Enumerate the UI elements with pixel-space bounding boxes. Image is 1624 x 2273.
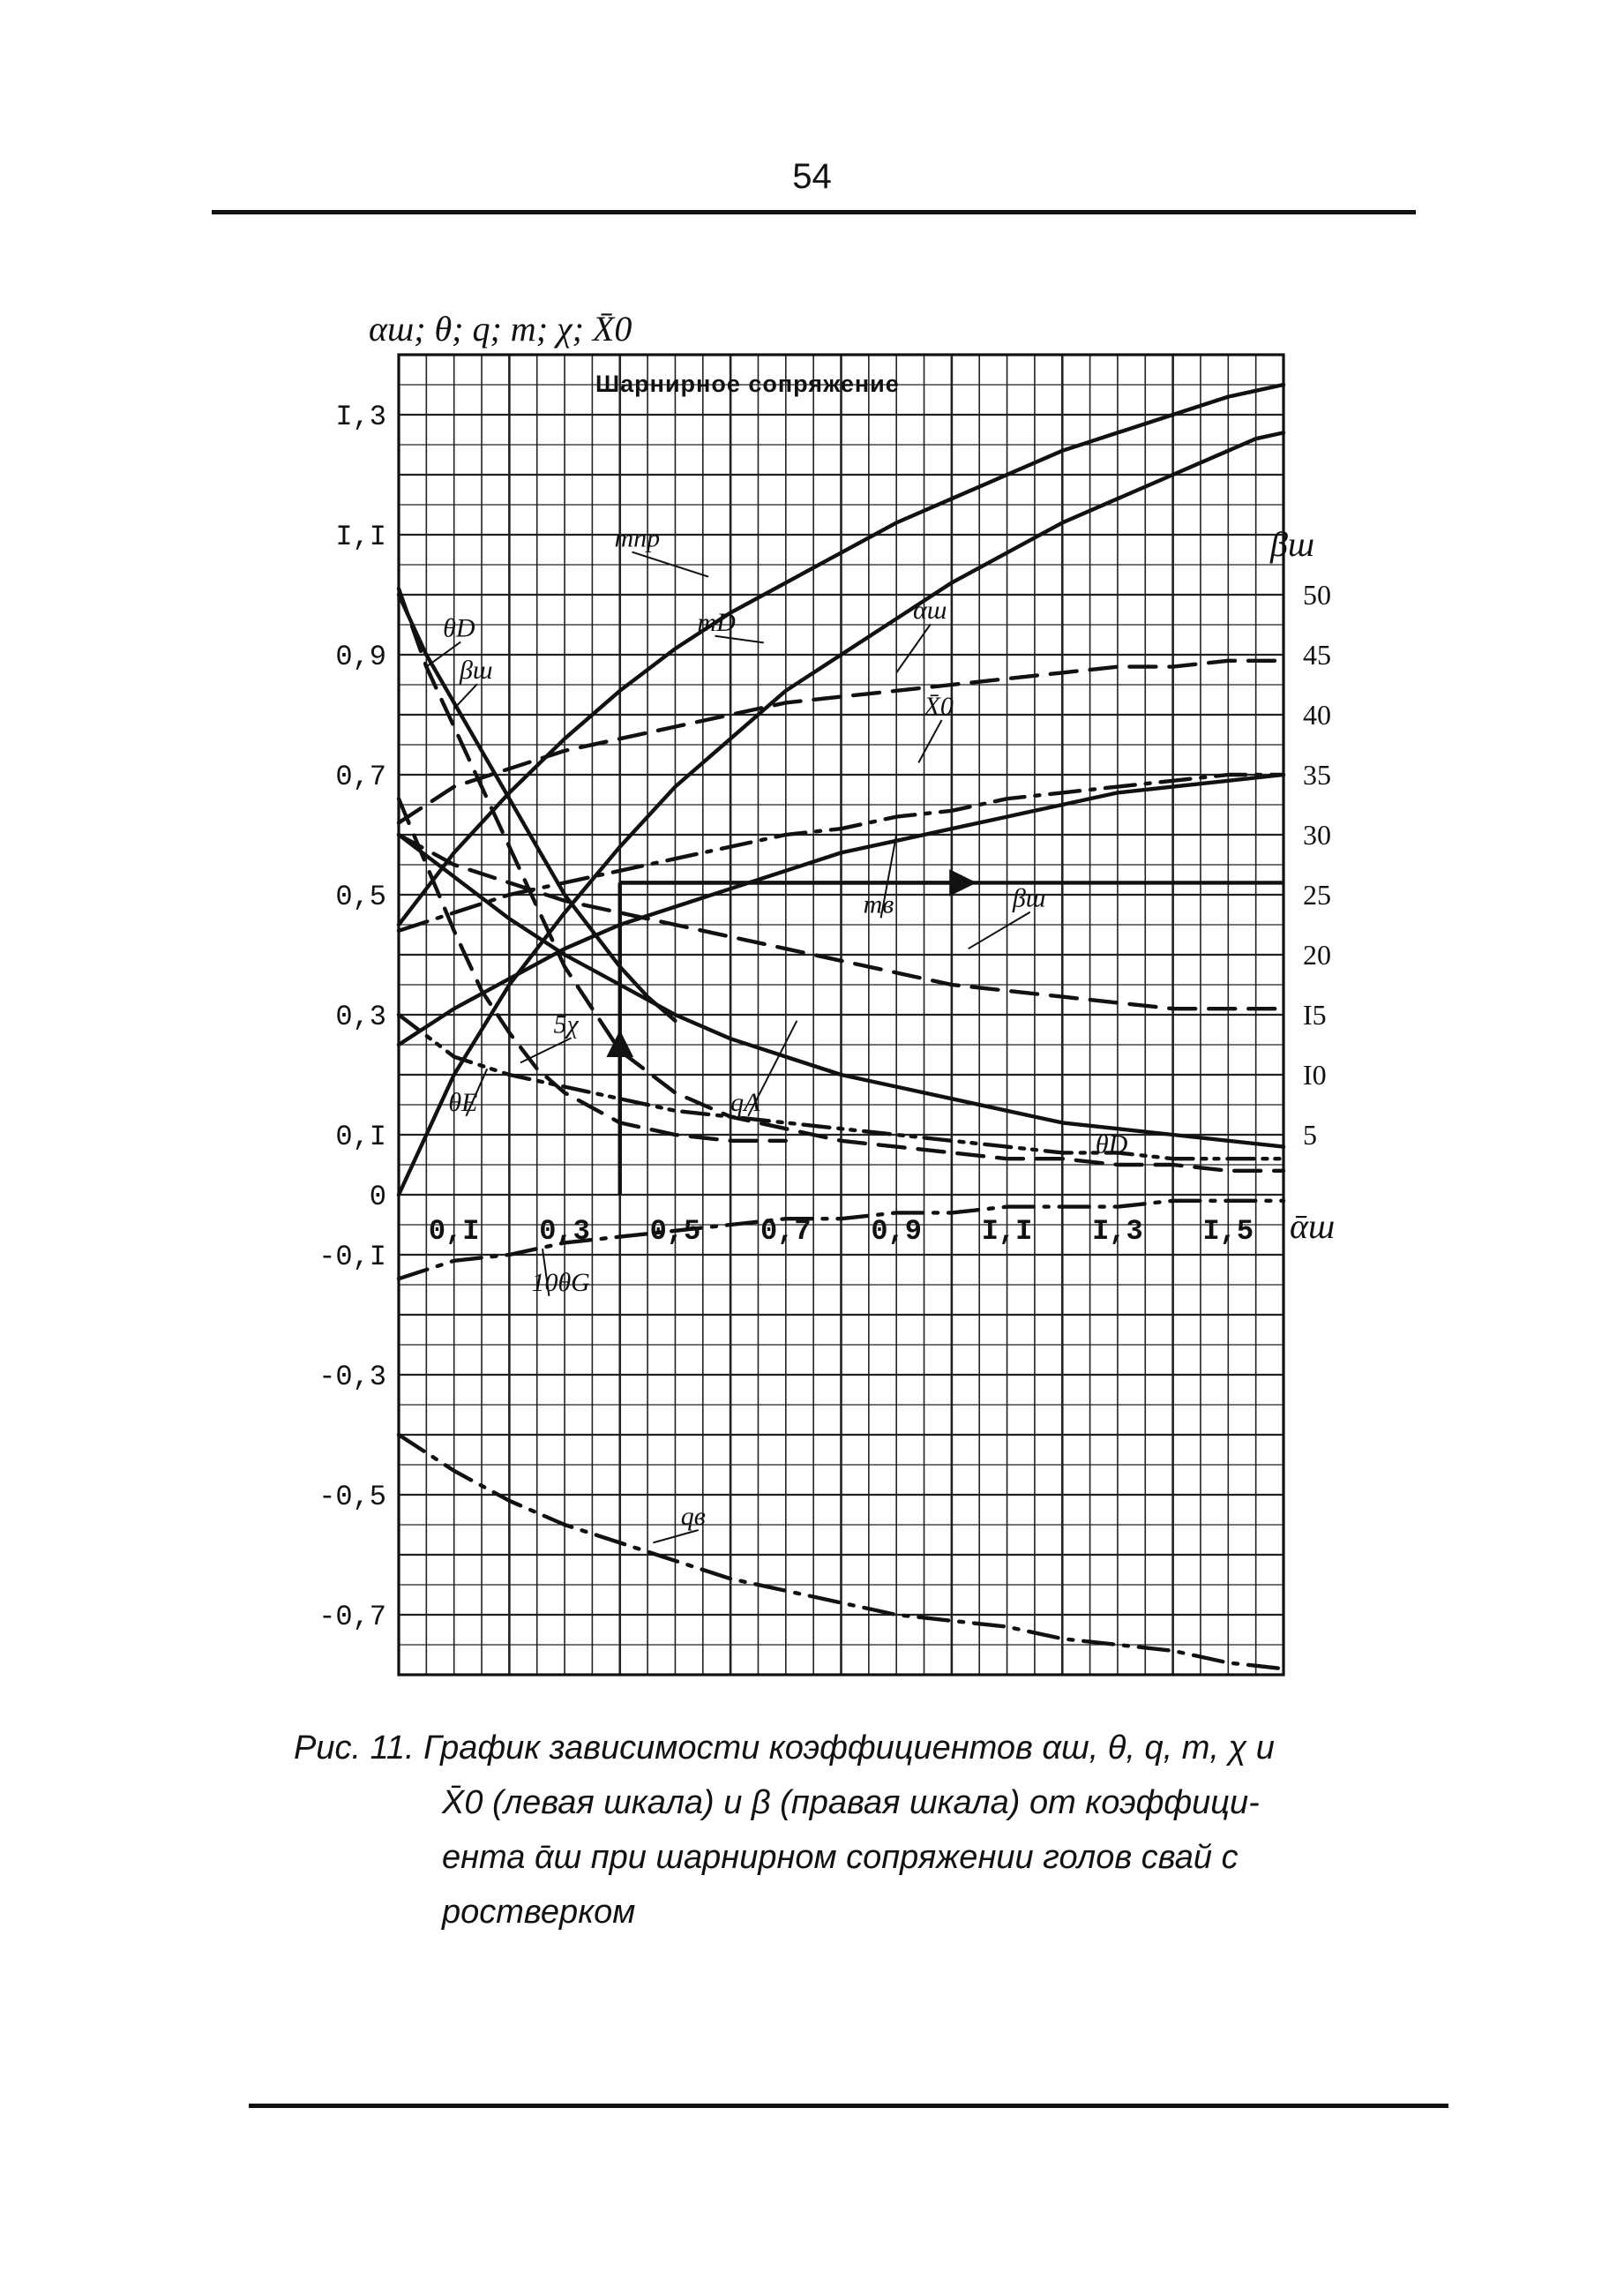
y-right-tick-label: I0 — [1303, 1059, 1327, 1091]
x-axis-title: ᾱш — [1290, 1206, 1336, 1246]
left-axis-title: αш; θ; q; m; χ; X̄0 — [369, 309, 632, 349]
tick-labels — [318, 401, 1331, 1633]
page-number: 54 — [792, 157, 832, 196]
y-left-tick-label: -0,5 — [318, 1481, 386, 1513]
y-left-tick-label: -0,3 — [318, 1361, 386, 1393]
curve-label-leader — [918, 720, 941, 762]
x-tick-label: I,3 — [1092, 1215, 1143, 1248]
y-left-tick-label: -0,I — [318, 1241, 386, 1273]
caption-line-2: X̄0 (левая шкала) и β (правая шкала) от коэффици- — [442, 1784, 1260, 1821]
curve-label: θD — [1095, 1129, 1128, 1159]
curve-label: βш — [459, 656, 493, 686]
curve-label-leader — [715, 636, 764, 643]
y-left-tick-label: 0,7 — [335, 761, 386, 793]
y-right-tick-label: 20 — [1303, 939, 1331, 971]
caption-line-4: ростверком — [442, 1894, 636, 1931]
x-tick-label: I,5 — [1202, 1215, 1254, 1248]
y-right-tick-label: I5 — [1303, 999, 1327, 1031]
curve-label: mD — [697, 607, 736, 637]
y-left-tick-label: I,I — [335, 521, 386, 553]
y-right-tick-label: 45 — [1303, 639, 1331, 671]
curve-label-leader — [520, 1038, 572, 1062]
y-left-tick-label: 0,9 — [335, 641, 386, 673]
x-tick-label: 0,9 — [871, 1215, 922, 1248]
right-axis-title: βш — [1270, 524, 1315, 564]
y-left-tick-label: 0,I — [335, 1121, 386, 1153]
y-right-tick-label: 50 — [1303, 579, 1331, 611]
curve-label: θE — [448, 1087, 478, 1117]
x-tick-label: 0,7 — [760, 1215, 812, 1248]
curve-label: 5χ — [553, 1009, 579, 1039]
curve-label-leader — [896, 624, 931, 672]
x-tick-label: 0,3 — [539, 1215, 590, 1248]
y-right-tick-label: 5 — [1303, 1119, 1317, 1151]
x-tick-label: 0,5 — [649, 1215, 701, 1248]
curve-label: 10θG — [531, 1267, 590, 1297]
y-left-tick-label: -0,7 — [318, 1601, 386, 1633]
x-tick-label: I,I — [981, 1215, 1033, 1248]
caption-line-1: Рис. 11. График зависимости коэффициентов αш, θ, q, m, χ и — [294, 1729, 1275, 1767]
figure-caption — [294, 1721, 1405, 1939]
x-tick-label: 0,I — [428, 1215, 480, 1248]
y-right-tick-label: 30 — [1303, 819, 1331, 851]
curve-label: mпр — [614, 523, 661, 553]
y-left-tick-label: 0 — [369, 1181, 386, 1213]
y-left-tick-label: I,3 — [335, 401, 386, 433]
y-right-tick-label: 40 — [1303, 699, 1331, 731]
curve-label-leader — [454, 684, 477, 709]
curve-label: βш — [1012, 883, 1046, 913]
footer-rule — [249, 2104, 1448, 2108]
y-right-tick-label: 25 — [1303, 879, 1331, 911]
curve-label: X̄0 — [924, 692, 954, 721]
curve-label: θD — [443, 613, 475, 643]
curve-label: αш — [912, 596, 947, 626]
curve-label-leader — [969, 912, 1030, 949]
caption-line-3: ента ᾱш при шарнирном сопряжении голов свай с — [442, 1839, 1239, 1876]
plot-title: Шарнирное сопряжение — [595, 371, 900, 397]
y-left-tick-label: 0,3 — [335, 1001, 386, 1033]
curve-label: mв — [863, 889, 894, 919]
curve-label: qв — [680, 1502, 706, 1531]
y-right-tick-label: 35 — [1303, 759, 1331, 791]
curve-label: qA — [730, 1087, 760, 1117]
y-left-tick-label: 0,5 — [335, 881, 386, 913]
